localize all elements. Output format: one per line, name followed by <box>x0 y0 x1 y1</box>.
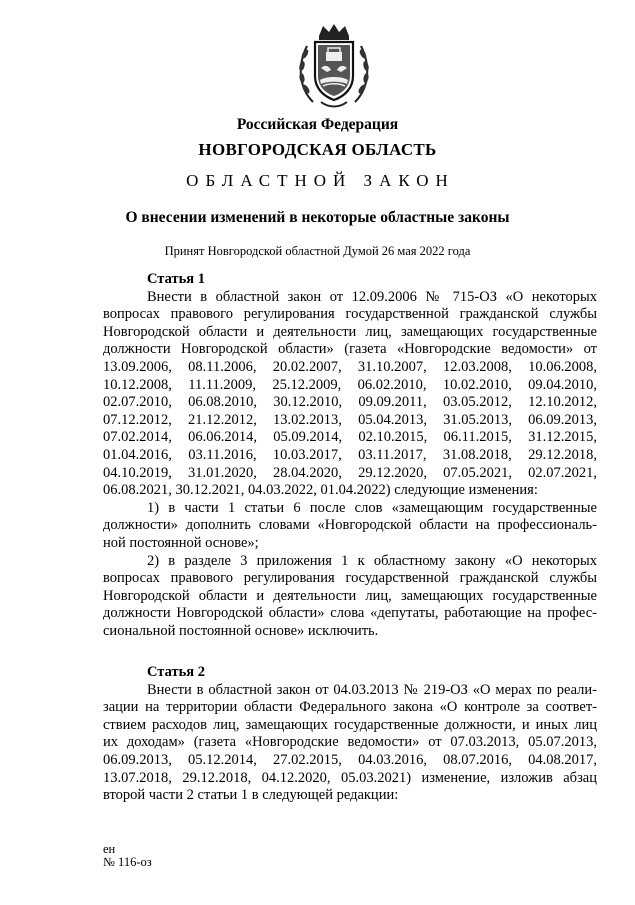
text-line: сиональной постоянной основе» исключить. <box>103 622 379 639</box>
text-line: должности Новгородской области» (газета «Новгородские ведомости» от <box>103 341 597 358</box>
coat-of-arms-emblem <box>293 22 375 110</box>
text-line: 04.10.2019, 31.01.2020, 28.04.2020, 29.12.2020, 07.05.2021, 02.07.2021, <box>103 464 597 481</box>
text-line: должности» дополнить словами «Новгородской области на профессиональ- <box>103 517 597 534</box>
text-line: ной постоянной основе»; <box>103 534 259 551</box>
text-line: 07.02.2014, 06.06.2014, 05.09.2014, 02.10.2015, 06.11.2015, 31.12.2015, <box>103 429 597 446</box>
text-line: вопросах правового регулирования государственной гражданской службы <box>103 570 597 587</box>
text-line: 10.12.2008, 11.11.2009, 25.12.2009, 06.02.2010, 10.02.2010, 09.04.2010, <box>103 376 597 393</box>
document-type: ОБЛАСТНОЙ ЗАКОН <box>186 171 455 190</box>
text-line: их доходам» (газета «Новгородские ведомости» от 07.03.2013, 05.07.2013, <box>103 734 597 751</box>
article-heading: Статья 1 <box>147 271 205 287</box>
text-line: 13.09.2006, 08.11.2006, 20.02.2007, 31.10.2007, 12.03.2008, 10.06.2008, <box>103 358 597 375</box>
executor-initials: ен <box>103 842 116 856</box>
law-title: О внесении изменений в некоторые областные законы <box>125 209 510 226</box>
text-line: Новгородской области и деятельности лиц, замещающих государственные <box>103 323 597 340</box>
text-line: 2) в разделе 3 приложения 1 к областному закону «О некоторых <box>147 552 597 569</box>
law-number: № 116-оз <box>103 855 152 869</box>
text-line: вопросах правового регулирования государственной гражданской службы <box>103 306 597 323</box>
article-2 <box>103 664 597 805</box>
article-heading: Статья 2 <box>147 664 205 680</box>
region-name: НОВГОРОДСКАЯ ОБЛАСТЬ <box>198 140 437 159</box>
text-line: 13.07.2018, 29.12.2018, 04.12.2020, 05.03.2021) изменение, изложив абзац <box>103 769 597 786</box>
text-line: должности Новгородской области» слова «депутаты, работающие на профес- <box>103 605 597 622</box>
text-line: 06.09.2013, 05.12.2014, 27.02.2015, 04.03.2016, 08.07.2016, 04.08.2017, <box>103 751 597 768</box>
text-line: 06.08.2021, 30.12.2021, 04.03.2022, 01.04.2022) следующие изменения: <box>103 482 538 499</box>
text-line: второй части 2 статьи 1 в следующей редакции: <box>103 787 399 804</box>
text-line: 01.04.2016, 03.11.2016, 10.03.2017, 03.11.2017, 31.08.2018, 29.12.2018, <box>103 446 597 463</box>
article-1 <box>103 271 597 640</box>
text-line: Внести в областной закон от 12.09.2006 № 715-ОЗ «О некоторых <box>147 288 597 305</box>
country-name: Российская Федерация <box>236 116 399 133</box>
text-line: зации на территории области Федерального закона «О контроле за соответ- <box>103 699 597 716</box>
adoption-note: Принят Новгородской областной Думой 26 мая 2022 года <box>164 244 471 258</box>
text-line: 1) в части 1 статьи 6 после слов «замещающим государственные <box>147 499 597 516</box>
text-line: Внести в областной закон от 04.03.2013 № 219-ОЗ «О мерах по реали- <box>147 681 597 698</box>
document-footer <box>103 843 152 869</box>
text-line: 07.12.2012, 21.12.2012, 13.02.2013, 05.04.2013, 31.05.2013, 06.09.2013, <box>103 411 597 428</box>
text-line: ствием расходов лиц, замещающих государственные должности, и иных лиц <box>103 716 597 733</box>
text-line: Новгородской области и деятельности лиц, замещающих государственные <box>103 587 597 604</box>
text-line: 02.07.2010, 06.08.2010, 30.12.2010, 09.09.2011, 03.05.2012, 12.10.2012, <box>103 394 597 411</box>
